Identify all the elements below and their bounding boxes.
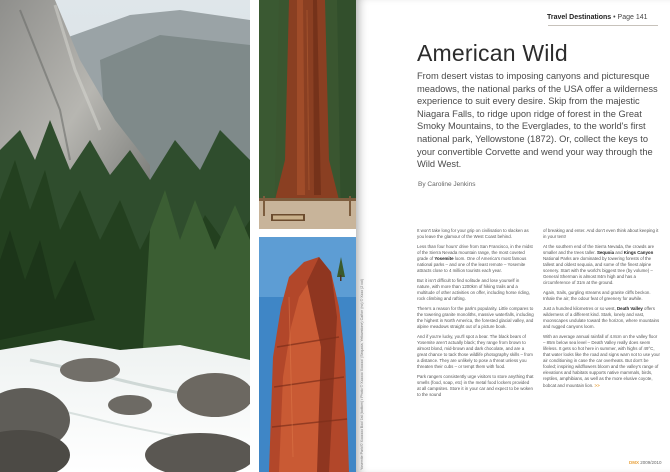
paragraph: It won't take long for your grip on civilisation to slacken as you leave the glamour of the West Coast behind. [417, 228, 529, 240]
red-rock-photo [259, 237, 356, 472]
sequoia-tree-photo [259, 0, 356, 229]
park-name-death-valley: Death Valley [616, 305, 643, 311]
paragraph: At the southern end of the Sierra Nevada, the crowds are smaller and the trees taller. Sequoia and Kings Canyon National Parks are dominated by towering forests of the tallest and oldest sequoia, and some of the finest alpine scenery. Start with the world's biggest tree (by volume) – General Sherman is almost 84m high and has a circumference of 31m at the ground. [543, 243, 655, 286]
park-name-yosemite: Yosemite [434, 255, 454, 261]
continue-arrow-icon: >> [594, 382, 600, 388]
body-column-1 [417, 228, 534, 402]
header-rule [548, 25, 658, 26]
issue-date: 2009/2010 [640, 460, 662, 465]
yosemite-photo [0, 0, 250, 472]
paragraph: And if you're lucky, you'll spot a bear. The black bears of Yosemite aren't actually black; they range from brown to almost blond, mid-brown and dark chocolate, and are a great chance to tack those wildlife photography skills – from a distance. They are unlikely to pose a threat unless you threaten their cubs – or tempt them with food. [417, 333, 533, 370]
photo-credits: Yosemite Park/© Xxxxxxx Bxx/ 1st (bottom) • Photo © Xxxxxx Xxxxxx/ (Sequoia, Yellowstone) Cañon (no) © Xxxx (2 col) [360, 278, 364, 470]
paragraph: Again, trails, gurgling streams and granite cliffs beckon. Inhale the air; the odour feat of greenery for awhile. [543, 290, 651, 302]
park-name-kings-canyon: Kings Canyon [623, 249, 654, 255]
paragraph: of breaking and enter. And don't even think about keeping it in your tent! [543, 228, 659, 240]
article-title: American Wild [417, 40, 568, 66]
article-byline: By Caroline Jenkins [418, 181, 476, 188]
paragraph: Park rangers consistently urge visitors to store anything that smells (food, soap, etc) in the metal food lockers provided at all campsites. Store it in your car and expect to be woken to the sound [417, 373, 534, 398]
paragraph: Less than four hours' drive from San Francisco, in the midst of the Sierra Nevada mountain range, the most coveted grade of Yosemite loom. One of America's most famous national parks – and one of the least remote – Yosemite attracts close to 4 million tourists each year. [417, 243, 533, 274]
page-footer [629, 460, 662, 465]
header-separator: • [611, 14, 618, 21]
paragraph: With an average annual rainfall of 4.8cm on the valley floor – 85m below sea level – Death Valley really does seem lifeless. It gets so hot here in summer, with highs of 49°C, that water looks like the road and signs warn not to use your air conditioning in case the car overheats. But don't be fooled; inspiring wildflowers bloom and the valley's range of elevations and habitats supports native mammals, birds, reptiles, amphibians, as well as the more elusive coyote, bobcat and mountain lion. >> [543, 333, 660, 388]
page-number: Page 141 [617, 14, 648, 21]
park-name-sequoia: Sequoia [596, 249, 615, 255]
paragraph: There's a reason for the park's popularity. Little compares to the towering granite monoliths, massive waterfalls, including the highest in North America, the forested glacial valley, and alpine meadows straight out of a picture book. [417, 305, 534, 330]
paragraph: But it isn't difficult to find solitude and lose yourself in nature, with more than 1200km of hiking trails and a multitude of other activities on offer, including horse riding, rock climbing and rafting. [417, 277, 530, 302]
section-name: Travel Destinations [547, 14, 612, 21]
article-intro: From desert vistas to imposing canyons and picturesque meadows, the national parks of the USA offer a wilderness experience to suit every desire. Skip from the majestic Niagara Falls, to ridge upon ridge of forest in the Great Smoky Mountains, to the Everglades, to the world's first national park, Yellowstone (1872). Or, collect the keys to your convertible Corvette and wend your way through the Wild West. [417, 71, 658, 170]
running-header [547, 14, 648, 21]
magazine-name: DMX [629, 460, 639, 465]
paragraph: Just a hundred kilometres or so west, Death Valley offers wilderness of a different kind. Stark, lonely and vast, moonscapes undulate toward the horizon, where mountains and rugged canyons loom. [543, 305, 660, 330]
body-column-2 [543, 228, 660, 392]
